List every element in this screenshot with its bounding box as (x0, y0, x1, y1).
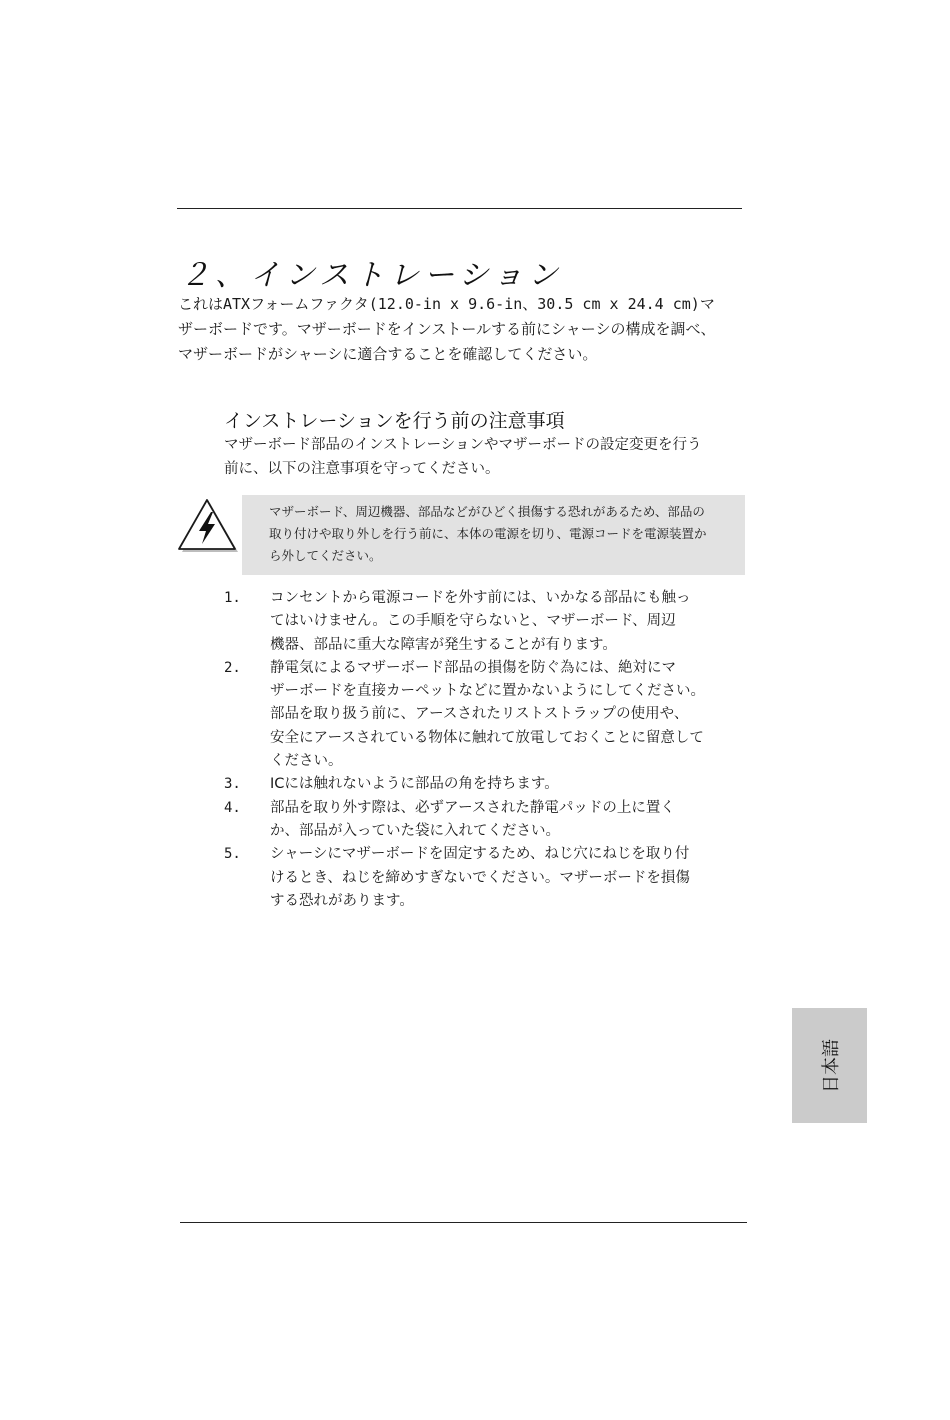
item-line: てはいけません。この手順を守らないと、マザーボード、周辺 (270, 613, 676, 630)
warning-callout (242, 495, 745, 575)
language-tab-label: 日本語 (820, 1038, 842, 1093)
list-item (224, 843, 754, 913)
warning-line: マザーボード、周辺機器、部品などがひどく損傷する恐れがあるため、部品の (269, 504, 705, 519)
item-line: 部品を取り外す際は、必ずアースされた静電パッドの上に置く (270, 799, 675, 816)
item-line: コンセントから電源コードを外す前には、いかなる部品にも触っ (270, 590, 691, 606)
language-tab (792, 1008, 867, 1123)
item-line: 部品を取り扱う前に、アースされたリストストラップの使用や、 (270, 706, 689, 723)
item-number: 3. (224, 776, 241, 793)
item-line: か、部品が入っていた袋に入れてください。 (270, 822, 560, 839)
high-voltage-warning-icon (178, 497, 238, 553)
intro-line: マザーボードがシャーシに適合することを確認してください。 (178, 345, 598, 363)
section-intro (178, 292, 748, 367)
item-line: 静電気によるマザーボード部品の損傷を防ぐ為には、絶対にマ (270, 659, 676, 676)
precautions-intro (224, 433, 754, 481)
list-item (224, 797, 754, 844)
item-line: ください。 (270, 753, 343, 770)
item-line: ICには触れないように部品の角を持ちます。 (270, 776, 559, 793)
item-number: 2. (224, 659, 241, 676)
list-item (224, 657, 754, 773)
top-divider (177, 208, 742, 209)
item-number: 1. (224, 590, 241, 606)
item-line: する恐れがあります。 (270, 892, 414, 909)
warning-line: 取り付けや取り外しを行う前に、本体の電源を切り、電源コードを電源装置か (269, 526, 707, 541)
precautions-heading: インストレーションを行う前の注意事項 (224, 410, 565, 432)
precautions-list (224, 587, 754, 913)
item-number: 4. (224, 799, 241, 816)
intro-line: ザーボードです。マザーボードをインストールする前にシャーシの構成を調べ、 (178, 320, 716, 338)
item-line: ザーボードを直接カーペットなどに置かないようにしてください。 (270, 683, 705, 700)
precautions-intro-line: マザーボード部品のインストレーションやマザーボードの設定変更を行う (224, 437, 702, 453)
item-line: シャーシにマザーボードを固定するため、ねじ穴にねじを取り付 (270, 846, 690, 863)
section-title: ２、インストレーション (180, 258, 563, 293)
intro-line: これはATXフォームファクタ(12.0-in x 9.6-in、30.5 cm x 24.4 cm)マ (178, 295, 715, 313)
warning-line: ら外してください。 (269, 548, 382, 563)
list-item (224, 773, 754, 796)
precautions-intro-line: 前に、以下の注意事項を守ってください。 (224, 461, 500, 477)
bottom-divider (180, 1222, 747, 1223)
item-line: 機器、部品に重大な障害が発生することが有ります。 (270, 636, 617, 653)
item-line: 安全にアースされている物体に触れて放電しておくことに留意して (270, 729, 704, 746)
list-item (224, 587, 754, 657)
item-line: けるとき、ねじを締めすぎないでください。マザーボードを損傷 (270, 869, 690, 886)
item-number: 5. (224, 846, 241, 863)
